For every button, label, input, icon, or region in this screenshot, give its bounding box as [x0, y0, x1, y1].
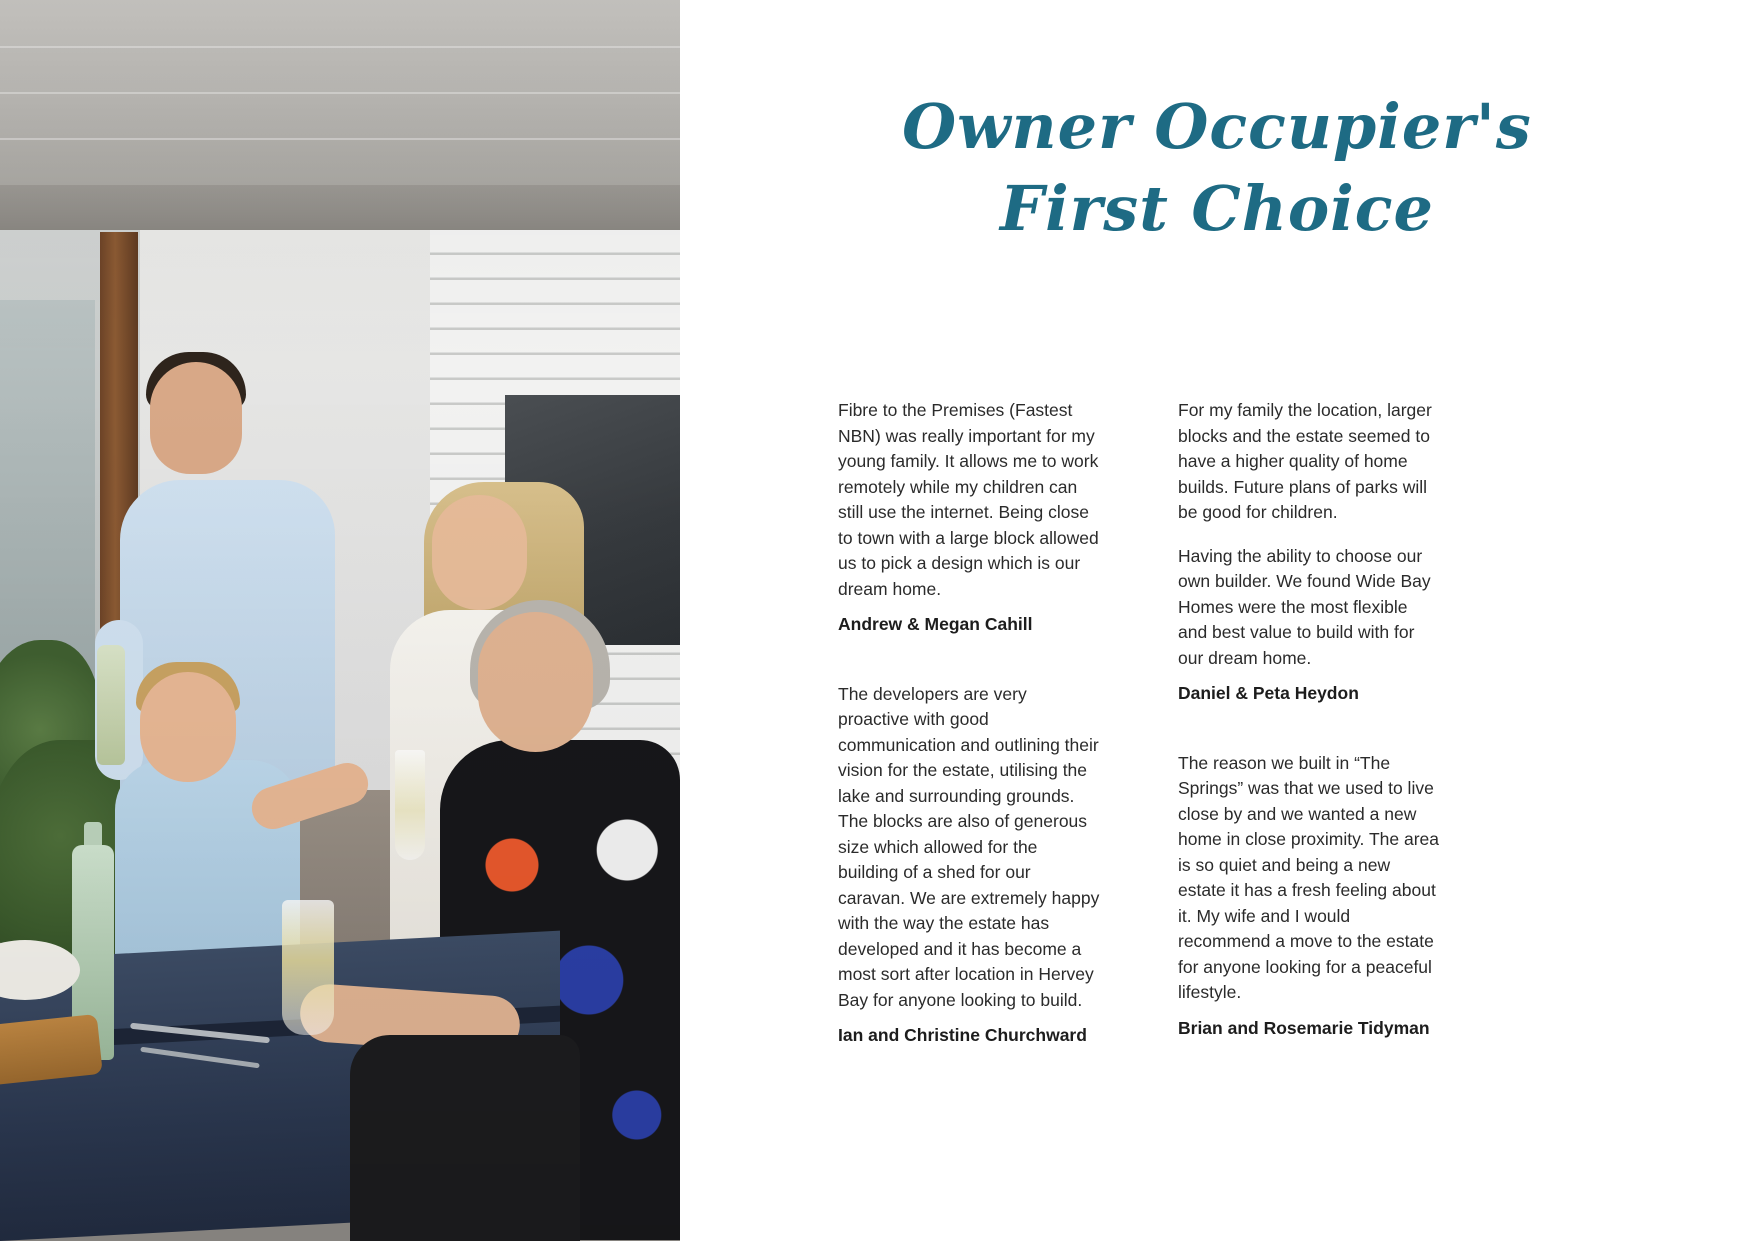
page-title-line-2: First Choice: [1000, 172, 1434, 245]
testimonial-item: [1178, 398, 1440, 707]
photo-overlay: [0, 0, 680, 1241]
testimonial-text: Having the ability to choose our own builder. We found Wide Bay Homes were the most flexible and best value to build with for our dream home.: [1178, 545, 1431, 668]
testimonial-column-left: [838, 398, 1100, 1049]
testimonial-column-right: [1178, 398, 1440, 1049]
testimonial-attribution: Daniel & Peta Heydon: [1178, 683, 1359, 703]
page-title: [680, 90, 1754, 245]
testimonial-item: [838, 682, 1100, 1049]
testimonial-text: The developers are very proactive with good communication and outlining their vision for the estate, utilising the lake and surrounding grounds. The blocks are also of generous size which allowed for the building of a shed for our caravan. We are extremely happy with the way the estate has developed and it has become a most sort after location in Hervey Bay for anyone looking to build.: [838, 683, 1100, 1010]
testimonials: [838, 398, 1578, 1049]
testimonial-attribution: Brian and Rosemarie Tidyman: [1178, 1017, 1430, 1038]
testimonial-item: [1178, 751, 1440, 1042]
testimonial-text: Fibre to the Premises (Fastest NBN) was really important for my young family. It allows me to work remotely while my children can still use the internet. Being close to town with a large block allowed us to pick a design which is our dream home.: [838, 400, 1099, 599]
testimonial-text: For my family the location, larger blocks and the estate seemed to have a higher quality of home builds. Future plans of parks will be good for children.: [1178, 400, 1432, 522]
family-photo: [0, 0, 680, 1241]
testimonial-attribution: Andrew & Megan Cahill: [838, 614, 1033, 634]
testimonial-item: [838, 398, 1100, 638]
testimonial-attribution: Ian and Christine Churchward: [838, 1025, 1087, 1045]
content-panel: [680, 0, 1754, 1241]
testimonial-text: The reason we built in “The Springs” was that we used to live close by and we wanted a new home in close proximity. The area is so quiet and being a new estate it has a fresh feeling about it. My wife and I would recommend a move to the estate for anyone looking for a peaceful lifestyle.: [1178, 752, 1439, 1002]
page-title-line-1: Owner Occupier's: [902, 90, 1532, 163]
